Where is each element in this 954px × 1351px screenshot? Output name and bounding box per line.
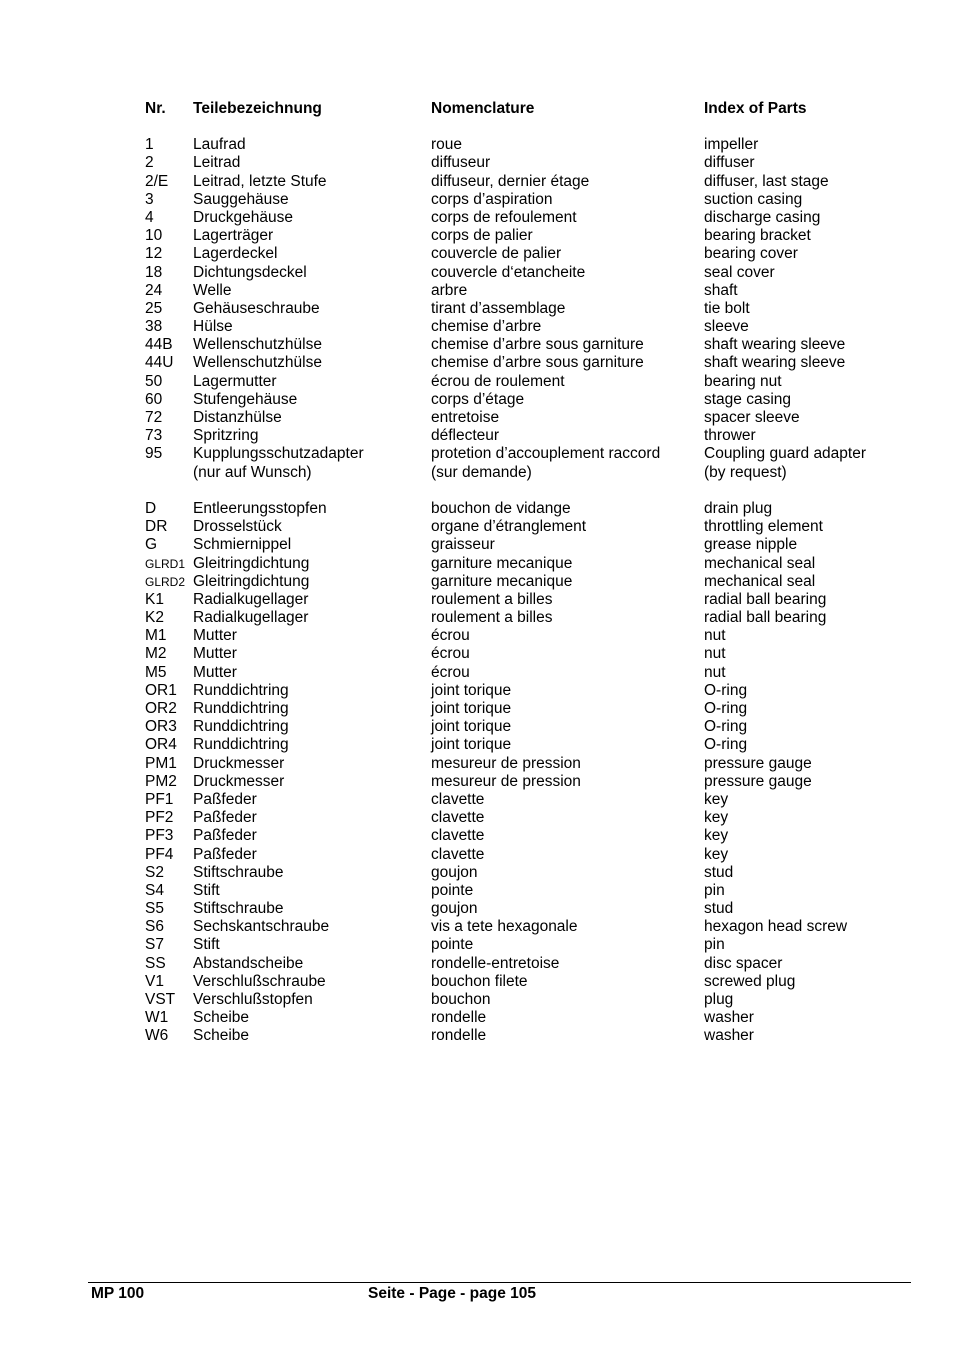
cell-fr: protetion d’accouplement raccord — [431, 445, 661, 463]
cell-nr: M1 — [145, 627, 167, 645]
cell-fr: garniture mecanique — [431, 554, 573, 572]
cell-de: Radialkugellager — [193, 590, 309, 608]
cell-en: stud — [704, 900, 734, 918]
cell-nr: S6 — [145, 918, 164, 936]
cell-fr: rondelle — [431, 1009, 487, 1027]
cell-nr: 3 — [145, 190, 154, 208]
cell-fr: roulement a billes — [431, 609, 553, 627]
cell-fr: (sur demande) — [431, 463, 532, 481]
cell-nr: S7 — [145, 936, 164, 954]
cell-nr: OR4 — [145, 736, 177, 754]
cell-fr: roue — [431, 136, 463, 154]
cell-de: Hülse — [193, 318, 233, 336]
cell-nr: 95 — [145, 445, 163, 463]
cell-en: washer — [704, 1027, 754, 1045]
cell-de: Mutter — [193, 663, 237, 681]
cell-de: Runddichtring — [193, 736, 289, 754]
cell-fr: joint torique — [431, 681, 512, 699]
cell-fr: écrou — [431, 645, 470, 663]
cell-de: Welle — [193, 281, 232, 299]
cell-de: Sauggehäuse — [193, 190, 289, 208]
cell-nr: D — [145, 499, 157, 517]
cell-fr: bouchon de vidange — [431, 499, 571, 517]
cell-fr: joint torique — [431, 718, 512, 736]
cell-fr: clavette — [431, 845, 485, 863]
cell-de: Radialkugellager — [193, 609, 309, 627]
cell-en: key — [704, 809, 729, 827]
cell-nr: GLRD2 — [145, 574, 186, 589]
cell-nr: 4 — [145, 208, 154, 226]
cell-de: Gleitringdichtung — [193, 572, 310, 590]
cell-de: Paßfeder — [193, 790, 257, 808]
cell-fr: rondelle — [431, 1027, 487, 1045]
cell-fr: écrou de roulement — [431, 372, 565, 390]
cell-en: grease nipple — [704, 536, 798, 554]
cell-nr: 50 — [145, 372, 163, 390]
cell-nr: V1 — [145, 972, 164, 990]
cell-en: diffuser — [704, 154, 755, 172]
cell-nr: 10 — [145, 227, 163, 245]
cell-nr: K2 — [145, 609, 164, 627]
cell-de: Leitrad, letzte Stufe — [193, 172, 327, 190]
cell-fr: couvercle d‘etancheite — [431, 263, 586, 281]
cell-fr: chemise d’arbre — [431, 318, 542, 336]
cell-nr: PF2 — [145, 809, 174, 827]
cell-en: disc spacer — [704, 954, 783, 972]
cell-fr: goujon — [431, 900, 478, 918]
cell-de: Mutter — [193, 627, 237, 645]
cell-fr: bouchon — [431, 991, 491, 1008]
cell-de: Stift — [193, 881, 220, 899]
cell-fr: tirant d’assemblage — [431, 299, 566, 317]
cell-fr: arbre — [431, 281, 468, 299]
cell-de: Gleitringdichtung — [193, 554, 310, 572]
cell-en: sleeve — [704, 318, 749, 336]
cell-nr: OR2 — [145, 700, 177, 717]
cell-nr: PM2 — [145, 772, 177, 790]
cell-fr: clavette — [431, 809, 485, 827]
cell-en: washer — [704, 1009, 754, 1027]
cell-en: shaft — [704, 281, 738, 299]
cell-nr: 2/E — [145, 172, 169, 190]
cell-de: Scheibe — [193, 1009, 250, 1027]
cell-fr: clavette — [431, 827, 485, 845]
cell-en: suction casing — [704, 190, 803, 208]
cell-de: Verschlußstopfen — [193, 991, 313, 1008]
cell-de: Lagerträger — [193, 227, 274, 245]
cell-en: nut — [704, 663, 726, 681]
cell-nr: 1 — [145, 136, 154, 154]
cell-en: stage casing — [704, 390, 792, 408]
cell-en: hexagon head screw — [704, 918, 848, 936]
cell-de: Laufrad — [193, 136, 246, 154]
cell-en: pin — [704, 936, 725, 954]
cell-en: radial ball bearing — [704, 609, 827, 627]
cell-de: Stiftschraube — [193, 863, 284, 881]
cell-fr: corps d’aspiration — [431, 190, 553, 208]
footer-page-number: Seite - Page - page 105 — [368, 1285, 536, 1302]
cell-fr: joint torique — [431, 736, 512, 754]
cell-de: Scheibe — [193, 1027, 250, 1045]
cell-fr: vis a tete hexagonale — [431, 918, 578, 936]
cell-fr: graisseur — [431, 536, 495, 554]
cell-en: radial ball bearing — [704, 590, 827, 608]
cell-de: Sechskantschraube — [193, 918, 330, 936]
cell-de: Leitrad — [193, 154, 241, 172]
cell-fr: couvercle de palier — [431, 245, 562, 263]
cell-de: Schmiernippel — [193, 536, 292, 554]
cell-de: Runddichtring — [193, 700, 289, 717]
cell-fr: corps de refoulement — [431, 208, 577, 226]
cell-de: Stift — [193, 936, 220, 954]
cell-en: discharge casing — [704, 208, 821, 226]
cell-nr: G — [145, 536, 158, 554]
cell-en: key — [704, 845, 729, 863]
cell-en: key — [704, 790, 729, 808]
footer-model: MP 100 — [91, 1285, 145, 1302]
cell-nr: DR — [145, 518, 168, 536]
cell-nr: S2 — [145, 863, 164, 881]
cell-de: Lagerdeckel — [193, 245, 278, 263]
cell-fr: garniture mecanique — [431, 572, 573, 590]
cell-de: Stiftschraube — [193, 900, 284, 918]
cell-nr: PM1 — [145, 754, 177, 772]
cell-de: Drosselstück — [193, 518, 282, 536]
header-de: Teilebezeichnung — [193, 100, 322, 117]
cell-fr: diffuseur — [431, 154, 491, 172]
cell-en: stud — [704, 863, 734, 881]
cell-nr: VST — [145, 991, 176, 1008]
cell-en: tie bolt — [704, 299, 750, 317]
cell-de: Entleerungsstopfen — [193, 499, 327, 517]
cell-fr: clavette — [431, 790, 485, 808]
cell-en: mechanical seal — [704, 554, 816, 572]
cell-fr: chemise d’arbre sous garniture — [431, 336, 644, 354]
cell-fr: mesureur de pression — [431, 772, 581, 790]
cell-en: O-ring — [704, 681, 748, 699]
cell-en: bearing bracket — [704, 227, 811, 245]
header-fr: Nomenclature — [431, 100, 535, 117]
cell-en: shaft wearing sleeve — [704, 354, 846, 372]
cell-nr: 38 — [145, 318, 163, 336]
cell-nr: GLRD1 — [145, 556, 186, 571]
cell-nr: PF3 — [145, 827, 174, 845]
cell-nr: S4 — [145, 881, 164, 899]
cell-en: throttling element — [704, 518, 823, 536]
cell-nr: K1 — [145, 590, 164, 608]
cell-fr: rondelle-entretoise — [431, 954, 560, 972]
cell-en: key — [704, 827, 729, 845]
cell-de: Stufengehäuse — [193, 390, 298, 408]
cell-en: bearing cover — [704, 245, 798, 263]
cell-fr: pointe — [431, 936, 474, 954]
cell-en: thrower — [704, 427, 756, 445]
cell-de: Mutter — [193, 645, 237, 663]
cell-en: mechanical seal — [704, 572, 816, 590]
cell-de: Runddichtring — [193, 681, 289, 699]
cell-en: O-ring — [704, 718, 748, 736]
cell-fr: corps d’étage — [431, 390, 525, 408]
cell-nr: 60 — [145, 390, 163, 408]
cell-nr: 44U — [145, 354, 174, 372]
cell-en: nut — [704, 645, 726, 663]
cell-en: pin — [704, 881, 725, 899]
cell-nr: OR1 — [145, 681, 177, 699]
cell-de: Abstandscheibe — [193, 954, 304, 972]
cell-en: nut — [704, 627, 726, 645]
cell-en: spacer sleeve — [704, 409, 800, 426]
cell-en: O-ring — [704, 700, 748, 717]
cell-nr: S5 — [145, 900, 164, 918]
cell-fr: chemise d’arbre sous garniture — [431, 354, 644, 372]
cell-en: seal cover — [704, 263, 775, 281]
cell-fr: goujon — [431, 863, 478, 881]
cell-de: Lagermutter — [193, 372, 277, 390]
cell-nr: M2 — [145, 645, 167, 663]
cell-nr: 12 — [145, 245, 163, 263]
cell-de: Paßfeder — [193, 809, 257, 827]
header-en: Index of Parts — [704, 100, 807, 117]
cell-fr: bouchon filete — [431, 972, 528, 990]
cell-fr: écrou — [431, 627, 470, 645]
cell-nr: 44B — [145, 336, 173, 354]
cell-de: Paßfeder — [193, 827, 257, 845]
cell-fr: entretoise — [431, 409, 500, 426]
cell-de: Druckgehäuse — [193, 208, 293, 226]
cell-de: Runddichtring — [193, 718, 289, 736]
cell-fr: pointe — [431, 881, 474, 899]
cell-de: Druckmesser — [193, 772, 285, 790]
cell-en: O-ring — [704, 736, 748, 754]
cell-fr: joint torique — [431, 700, 512, 717]
cell-en: bearing nut — [704, 372, 782, 390]
cell-en: screwed plug — [704, 972, 796, 990]
cell-fr: mesureur de pression — [431, 754, 581, 772]
cell-nr: OR3 — [145, 718, 177, 736]
cell-nr: M5 — [145, 663, 167, 681]
cell-en: shaft wearing sleeve — [704, 336, 846, 354]
cell-de: Spritzring — [193, 427, 259, 445]
cell-nr: W1 — [145, 1009, 169, 1027]
cell-en: impeller — [704, 136, 759, 154]
cell-fr: corps de palier — [431, 227, 533, 245]
cell-fr: organe d’étranglement — [431, 518, 587, 536]
cell-de: Wellenschutzhülse — [193, 336, 322, 354]
cell-de: Druckmesser — [193, 754, 285, 772]
footer-divider — [88, 1282, 911, 1283]
cell-nr: 73 — [145, 427, 163, 445]
cell-nr: 72 — [145, 409, 163, 426]
cell-nr: 24 — [145, 281, 163, 299]
cell-nr: 25 — [145, 299, 163, 317]
cell-en: drain plug — [704, 499, 773, 517]
cell-nr: 18 — [145, 263, 163, 281]
cell-de: (nur auf Wunsch) — [193, 463, 312, 481]
cell-nr: PF4 — [145, 845, 174, 863]
cell-fr: écrou — [431, 663, 470, 681]
cell-de: Gehäuseschraube — [193, 299, 320, 317]
cell-nr: W6 — [145, 1027, 169, 1045]
cell-en: plug — [704, 991, 734, 1008]
cell-de: Paßfeder — [193, 845, 257, 863]
cell-fr: diffuseur, dernier étage — [431, 172, 590, 190]
cell-en: Coupling guard adapter — [704, 445, 867, 463]
cell-fr: déflecteur — [431, 427, 500, 445]
cell-de: Dichtungsdeckel — [193, 263, 307, 281]
header-nr: Nr. — [145, 100, 166, 117]
cell-nr: PF1 — [145, 790, 174, 808]
cell-fr: roulement a billes — [431, 590, 553, 608]
cell-en: (by request) — [704, 463, 787, 481]
cell-en: diffuser, last stage — [704, 172, 829, 190]
cell-de: Wellenschutzhülse — [193, 354, 322, 372]
cell-en: pressure gauge — [704, 754, 812, 772]
cell-de: Verschlußschraube — [193, 972, 326, 990]
cell-de: Distanzhülse — [193, 409, 282, 426]
cell-nr: SS — [145, 954, 166, 972]
cell-en: pressure gauge — [704, 772, 812, 790]
cell-de: Kupplungsschutzadapter — [193, 445, 364, 463]
cell-nr: 2 — [145, 154, 154, 172]
